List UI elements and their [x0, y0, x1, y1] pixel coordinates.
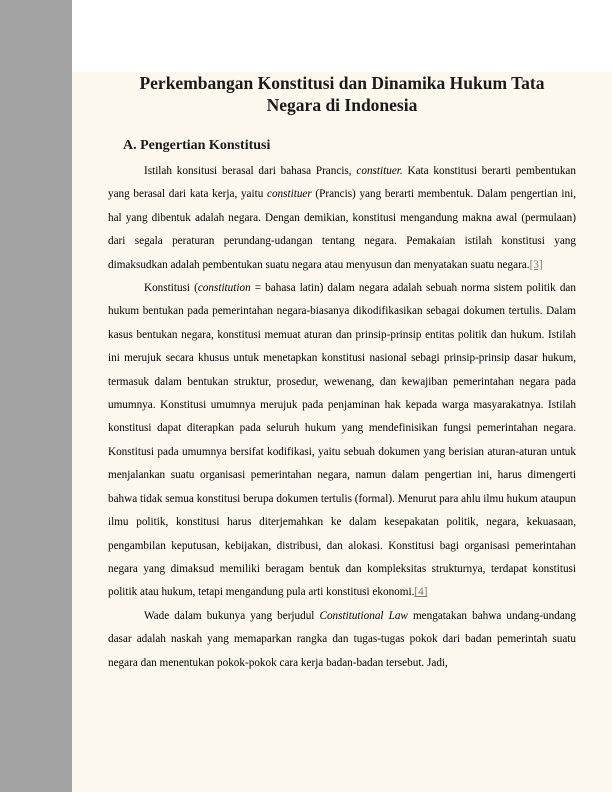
body-text	[108, 156, 576, 675]
footnote-link[interactable]: [4]	[414, 586, 428, 599]
paragraph-text: Wade dalam bukunya yang berjudul	[144, 609, 320, 622]
paragraph-text: = bahasa latin) dalam negara adalah sebuah norma sistem politik dan hukum bentukan pada pemerintahan negara-biasanya dikodifikasikan sebagai dokumen tertulis. Dalam kasus bentukan negara, konstitusi memuat aturan dan prinsip-prinsip entitas politik dan hukum. Istilah ini merujuk secara khusus untuk menetapkan konstitusi nasional sebagi prinsip-prinsip dasar hukum, termasuk dalam bentukan struktur, prosedur, wewenang, dan kewajiban pemerintahan negara pada umumnya. Konstitusi umumnya merujuk pada penjaminan hak kepada warga masyarakatnya. Istilah konstitusi dapat diterapkan pada seluruh hukum yang mendefinisikan fungsi pemerintahan negara. Konstitusi pada umumnya bersifat kodifikasi, yaitu sebuah dokumen yang berisian aturan-aturan untuk menjalankan suatu organisasi pemerintahan negara, namun dalam pengertian ini, harus dimengerti bahwa tidak semua konstitusi berupa dokumen tertulis (formal). Menurut para ahlu ilmu hukum ataupun ilmu politik, konstitusi harus diterjemahkan ke dalam kesepakatan politik, negara, kekuasaan, pengambilan keputusan, kebijakan, distribusi, dan alokasi. Konstitusi bagi organisasi pemerintahan negara yang dimaksud memiliki beragam bentuk dan kompleksitas strukturnya, terdapat konstitusi politik atau hukum, tetapi mengandung pula arti konstitusi ekonomi.	[108, 282, 576, 599]
section-heading: A. Pengertian Konstitusi	[123, 138, 271, 153]
document-title: Perkembangan Konstitusi dan Dinamika Hukum Tata Negara di Indonesia	[139, 73, 545, 115]
paragraph	[108, 160, 576, 277]
footnote-link[interactable]: [3]	[529, 258, 543, 271]
italic-term: Constitutional Law	[319, 609, 408, 622]
italic-term: constitution	[197, 282, 251, 295]
italic-term: constituer	[266, 188, 312, 201]
paragraph-text: (Prancis) yang berarti membentuk. Dalam pengertian ini, hal yang dibentuk adalah negara. Dengan demikian, konstitusi mengandung makna awal (permulaan) dari segala peraturan perundang-udangan tentang negara. Pemakaian istilah konstitusi yang dimaksudkan adalah pembentukan suatu negara atau menyusun dan menyatakan suatu negara.	[108, 188, 576, 271]
paragraph-text: Kata konstitusi berarti pembentukan yang berasal dari kata kerja, yaitu	[108, 165, 576, 201]
italic-term: constituer.	[356, 165, 403, 177]
paragraph-text: mengatakan bahwa undang-undang dasar adalah naskah yang memaparkan rangka dan tugas-tugas pokok dari badan pemerintah suatu negara dan menentukan pokok-pokok cara kerja badan-badan tersebut. Jadi,	[108, 609, 576, 669]
paragraph-text: Konstitusi (	[144, 282, 198, 295]
paragraph	[108, 605, 576, 675]
document-page	[72, 0, 612, 792]
paragraph-text: Istilah konsitusi berasal dari bahasa Prancis,	[144, 165, 357, 177]
left-gutter	[0, 0, 72, 792]
paragraph	[108, 277, 576, 605]
page-content	[72, 72, 612, 792]
